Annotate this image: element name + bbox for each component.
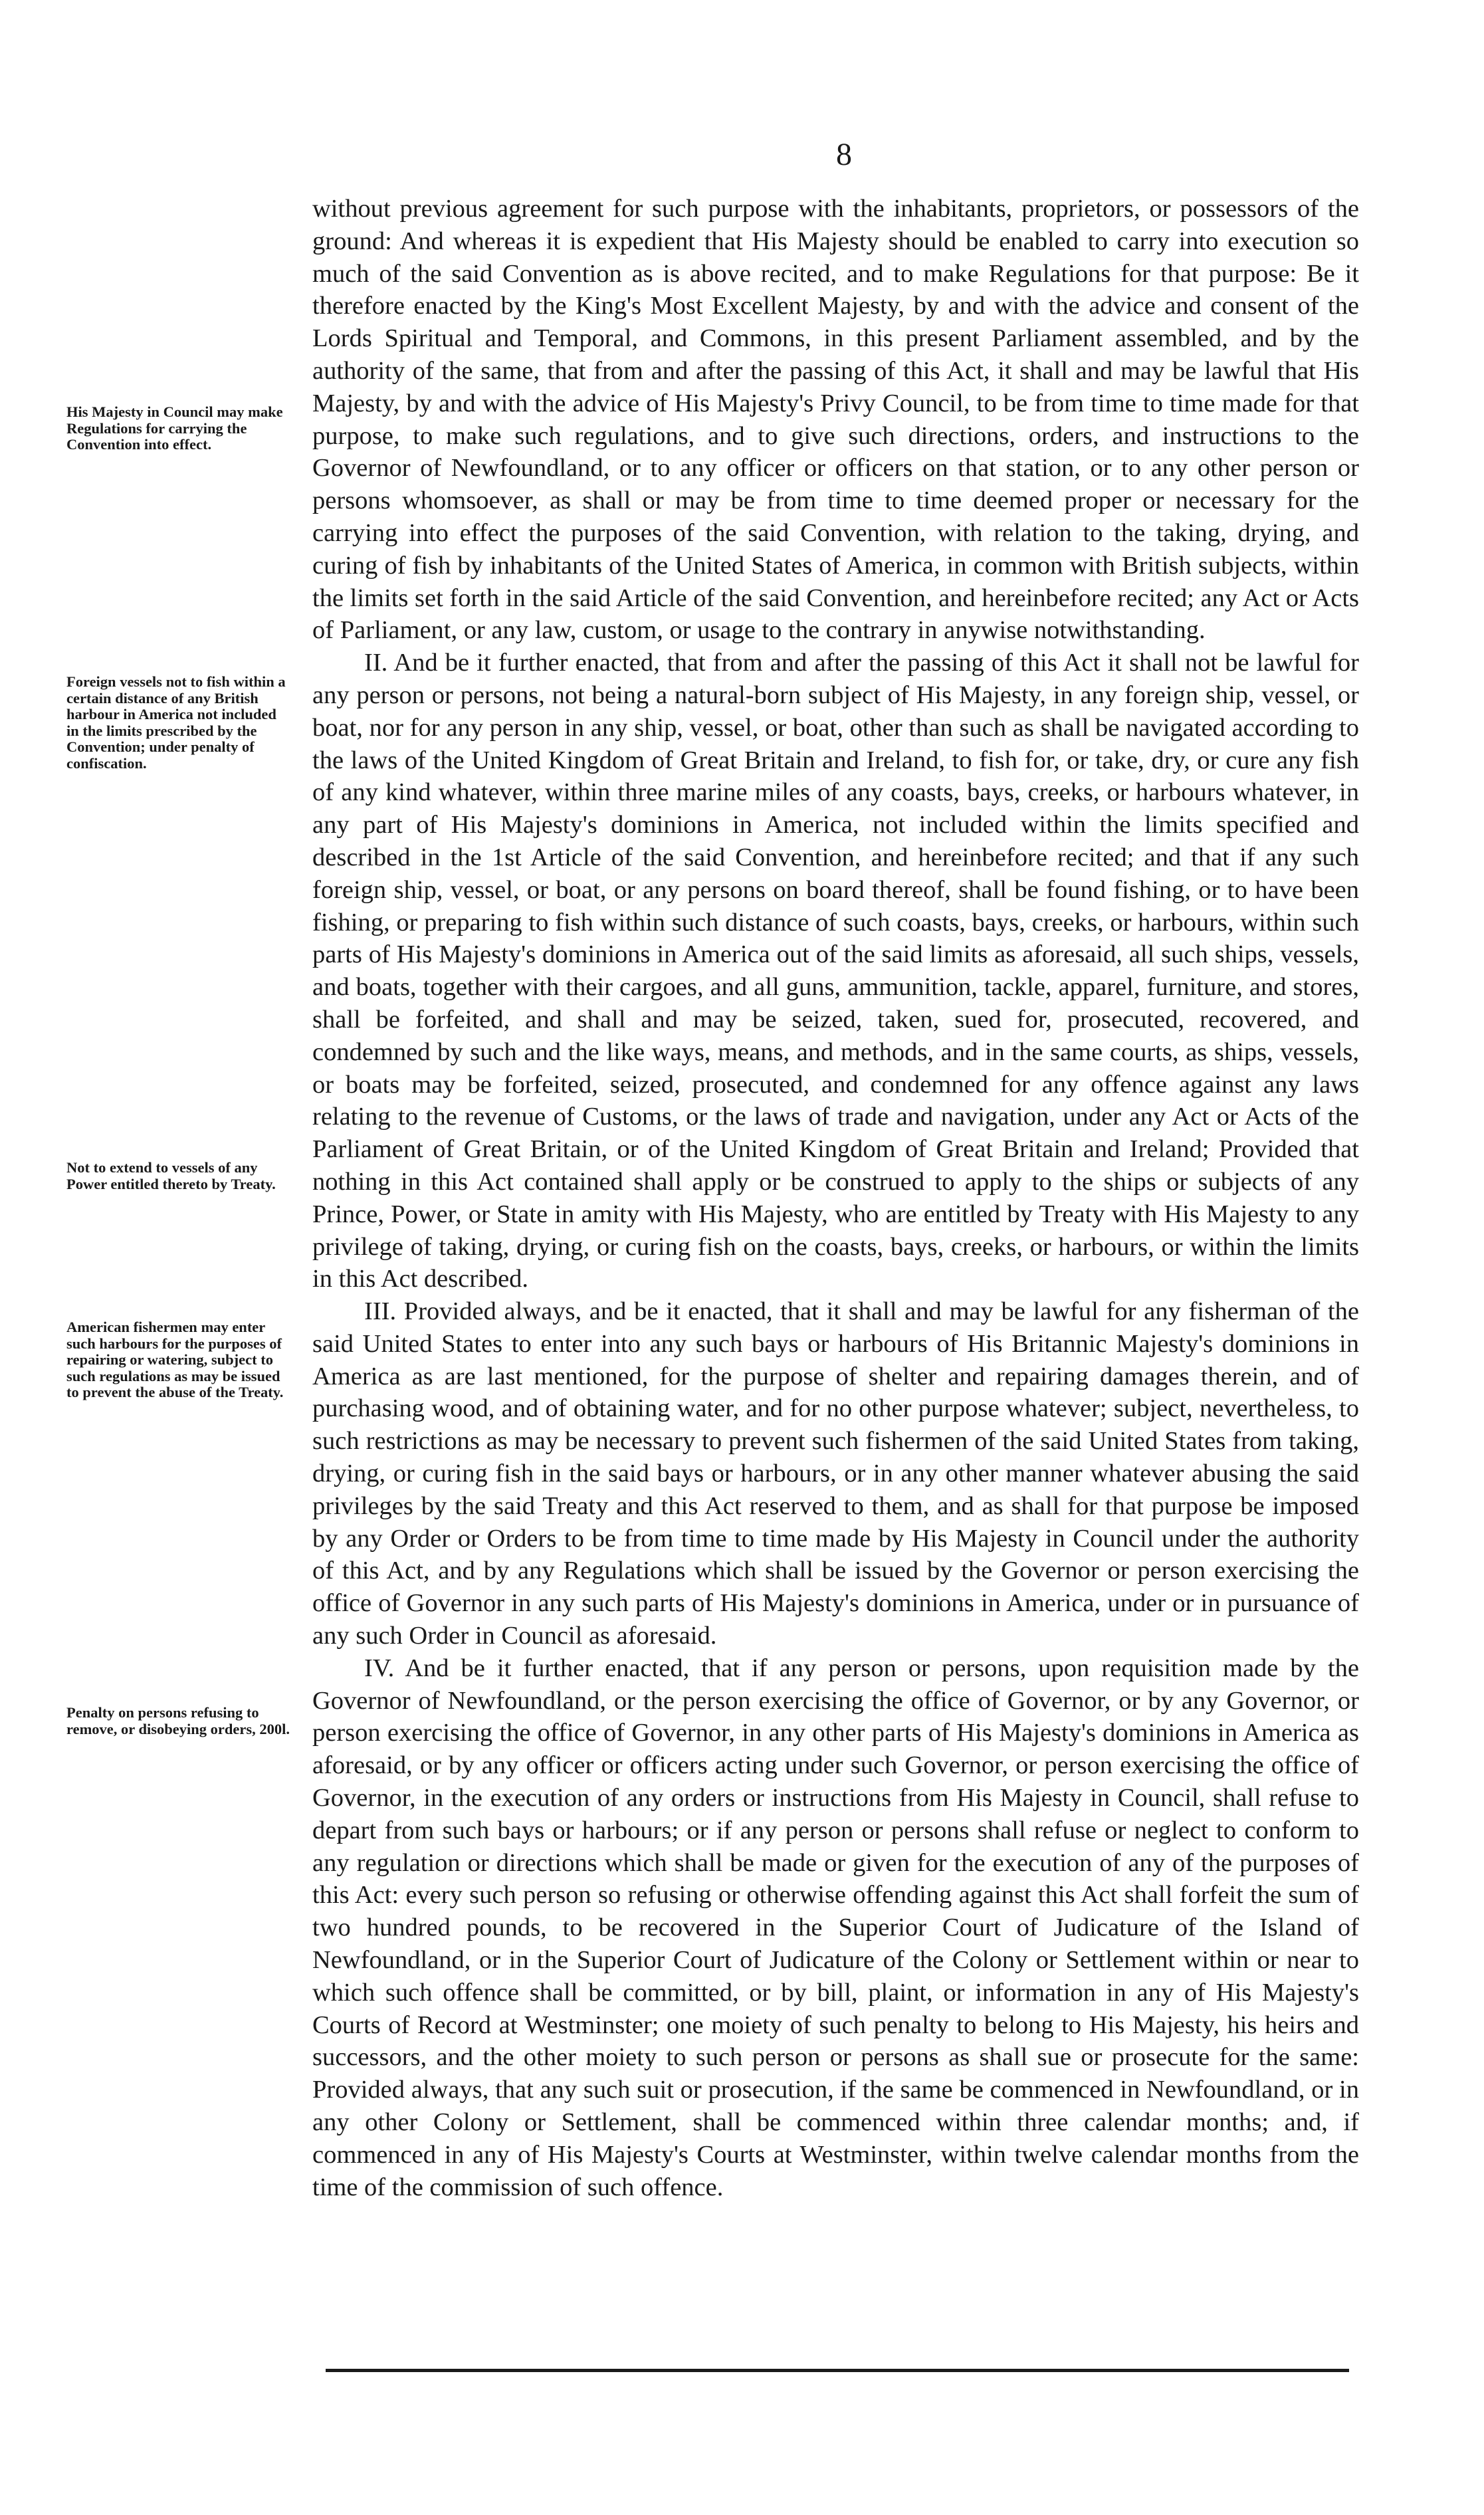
sidenote-foreign-vessels: Foreign vessels not to fish within a certain distance of any British harbour in America not included in the limits prescribed by the Convention; under penalty of confiscation. [66,673,286,772]
sidenote-regulations: His Majesty in Council may make Regulations for carrying the Convention into effect. [66,403,283,453]
page-number: 8 [836,137,852,172]
paragraph-preamble: without previous agreement for such purpose with the inhabitants, proprietors, or possessors of the ground: And whereas it is expedient that His Majesty should be enabled to carry into execution so much of the said Convention as is above recited, and to make Regulations for that purpose: Be it therefore enacted by the King's Most Excellent Majesty, by and with the advice and consent of the Lords Spiritual and Temporal, and Commons, in this present Parliament assembled, and by the authority of the same, that from and after the passing of this Act, it shall and may be lawful that His Majesty, by and with the advice of His Majesty's Privy Council, to be from time to time made for that purpose, to make such regulations, and to give such directions, orders, and instructions to the Governor of Newfoundland, or to any officer or officers on that station, or to any other person or persons whomsoever, as shall or may be from time to time deemed proper or necessary for the carrying into effect the purposes of the said Convention, with relation to the taking, drying, and curing of fish by inhabitants of the United States of America, in common with British subjects, within the limits set forth in the said Article of the said Convention, and hereinbefore recited; any Act or Acts of Parliament, or any law, custom, or usage to the contrary in anywise notwithstanding. [312,195,1359,645]
paragraph-section-3: III. Provided always, and be it enacted, that it shall and may be lawful for any fisherman of the said United States to enter into any such bays or harbours of His Britannic Majesty's dominions in America as are last mentioned, for the purpose of shelter and repairing damages therein, and of purchasing wood, and of obtaining water, and for no other purpose whatever; subject, nevertheless, to such restrictions as may be necessary to prevent such fishermen of the said United States from taking, drying, or curing fish in the said bays or harbours, or in any other manner whatever abusing the said privileges by the said Treaty and this Act reserved to them, and as shall for that purpose be imposed by any Order or Orders to be from time to time made by His Majesty in Council under the authority of this Act, and by any Regulations which shall be issued by the Governor or person exercising the office of Governor in any such parts of His Majesty's dominions in America, under or in pursuance of any such Order in Council as aforesaid. [312,1297,1359,1650]
sidenote-american-fishermen: American fishermen may enter such harbours for the purposes of repairing or watering, subject to such regulations as may be issued to prevent the abuse of the Treaty. [66,1319,284,1400]
sidenote-treaty-powers: Not to extend to vessels of any Power entitled thereto by Treaty. [66,1159,276,1192]
footer-rule [326,2369,1349,2372]
main-text [312,193,1359,2203]
sidenote-penalty: Penalty on persons refusing to remove, or disobeying orders, 200l. [66,1704,290,1737]
paragraph-section-4: IV. And be it further enacted, that if any person or persons, upon requisition made by the Governor of Newfoundland, or the person exercising the office of Governor, or by any Governor, or person exercising the office of Governor, in any other parts of His Majesty's dominions in America as aforesaid, or by any officer or officers acting under such Governor, or person exercising the office of Governor, in the execution of any orders or instructions from His Majesty in Council, shall refuse to depart from such bays or harbours; or if any person or persons shall refuse or neglect to conform to any regulation or directions which shall be made or given for the execution of any of the purposes of this Act: every such person so refusing or otherwise offending against this Act shall forfeit the sum of two hundred pounds, to be recovered in the Superior Court of Judicature of the Island of Newfoundland, or in the Superior Court of Judicature of the Colony or Settlement within or near to which such offence shall be committed, or by bill, plaint, or information in any of His Majesty's Courts of Record at Westminster; one moiety of such penalty to belong to His Majesty, his heirs and successors, and the other moiety to such person or persons as shall sue or prosecute for the same: Provided always, that any such suit or prosecution, if the same be commenced in Newfoundland, or in any other Colony or Settlement, shall be commenced within three calendar months; and, if commenced in any of His Majesty's Courts at Westminster, within twelve calendar months from the time of the commission of such offence. [312,1654,1359,2201]
paragraph-section-2: II. And be it further enacted, that from and after the passing of this Act it shall not be lawful for any person or persons, not being a natural-born subject of His Majesty, in any foreign ship, vessel, or boat, nor for any person in any ship, vessel, or boat, other than such as shall be navigated according to the laws of the United Kingdom of Great Britain and Ireland, to fish for, or take, dry, or cure any fish of any kind whatever, within three marine miles of any coasts, bays, creeks, or harbours whatever, in any part of His Majesty's dominions in America, not included within the limits specified and described in the 1st Article of the said Convention, and hereinbefore recited; and that if any such foreign ship, vessel, or boat, or any persons on board thereof, shall be found fishing, or to have been fishing, or preparing to fish within such distance of such coasts, bays, creeks, or harbours, within such parts of His Majesty's dominions in America out of the said limits as aforesaid, all such ships, vessels, and boats, together with their cargoes, and all guns, ammunition, tackle, apparel, furniture, and stores, shall be forfeited, and shall and may be seized, taken, sued for, prosecuted, recovered, and condemned by such and the like ways, means, and methods, and in the same courts, as ships, vessels, or boats may be forfeited, seized, prosecuted, and condemned for any offence against any laws relating to the revenue of Customs, or the laws of trade and navigation, under any Act or Acts of the Parliament of Great Britain, or of the United Kingdom of Great Britain and Ireland; Provided that nothing in this Act contained shall apply or be construed to apply to the ships or subjects of any Prince, Power, or State in amity with His Majesty, who are entitled by Treaty with His Majesty to any privilege of taking, drying, or curing fish on the coasts, bays, creeks, or harbours, or within the limits in this Act described. [312,649,1359,1293]
